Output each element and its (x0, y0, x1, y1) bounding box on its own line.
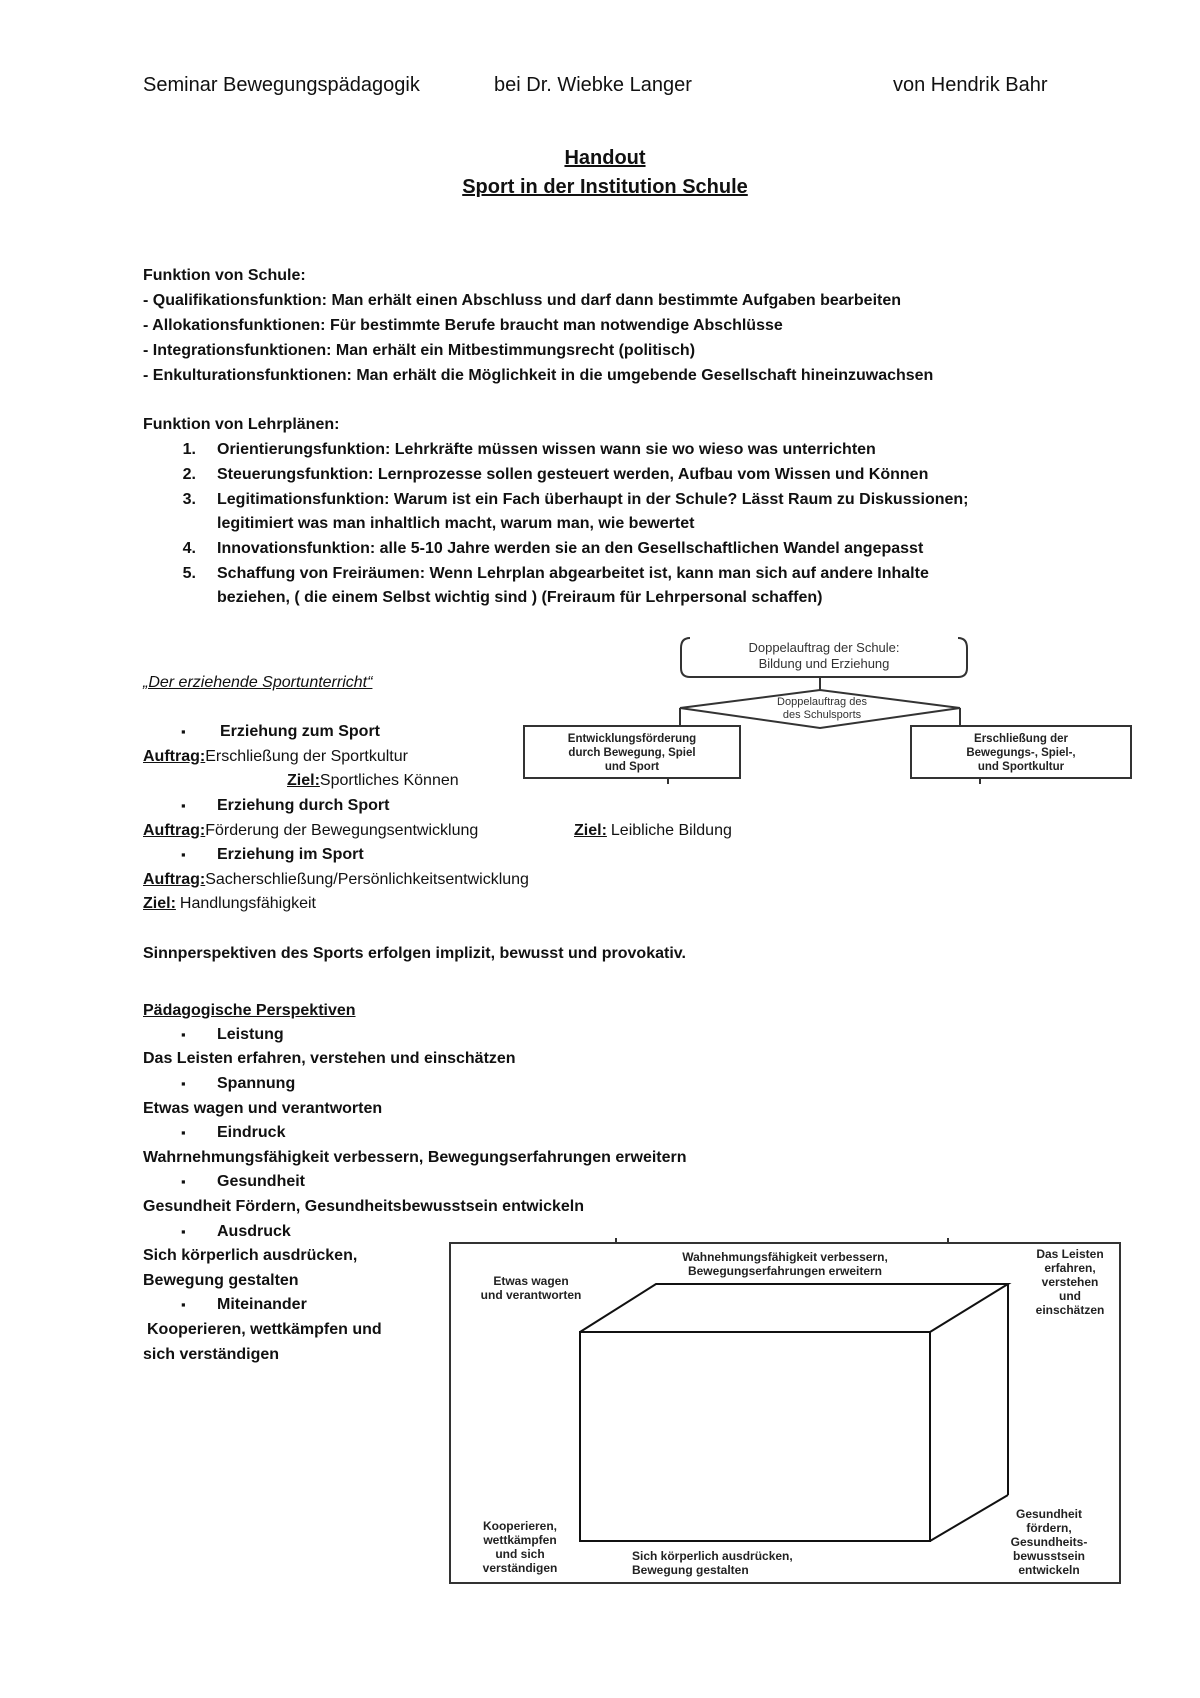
page-title: Handout (564, 147, 646, 169)
cube-right-bottom-label: Gesundheit (1015, 1507, 1083, 1521)
lehrplaene-item: Schaffung von Freiräumen: Wenn Lehrplan abgearbeitet ist, kann man sich auf andere Inhalte (217, 565, 929, 582)
cube-right-top-label: erfahren, (1044, 1261, 1096, 1275)
perspektiven-cube-diagram (444, 1235, 1125, 1589)
ziel-label: Ziel: (287, 772, 320, 789)
ziel-label: Ziel: (143, 895, 176, 912)
cube-right-bottom-label: fördern, (1026, 1521, 1072, 1535)
bullet-icon: ▪ (181, 1076, 186, 1091)
perspektive-text: Gesundheit Fördern, Gesundheitsbewusstsein entwickeln (143, 1198, 584, 1215)
perspektive-text: sich verständigen (143, 1346, 280, 1363)
page-subtitle: Sport in der Institution Schule (462, 176, 748, 198)
cube-right-bottom-label: bewusstsein (1012, 1549, 1086, 1563)
lehrplaene-item: Innovationsfunktion: alle 5-10 Jahre werden sie an den Gesellschaftlichen Wandel angepasst (217, 540, 924, 557)
bullet-icon: ▪ (181, 1224, 186, 1239)
perspektive-text: Etwas wagen und verantworten (143, 1100, 383, 1117)
schule-item: - Integrationsfunktionen: Man erhält ein Mitbestimmungsrecht (politisch) (143, 342, 696, 359)
doppelauftrag-diagram (520, 633, 1136, 785)
schule-item: - Qualifikationsfunktion: Man erhält einen Abschluss und darf dann bestimmte Aufgaben bearbeiten (143, 292, 902, 309)
cube-right-top-label: und (1059, 1289, 1081, 1303)
lehrplaene-heading: Funktion von Lehrplänen: (143, 416, 340, 433)
auftrag-text: Erschließung der Sportkultur (205, 748, 408, 765)
ziel-text: Handlungsfähigkeit (179, 895, 316, 912)
auftrag-text: Förderung der Bewegungsentwicklung (205, 822, 479, 839)
cube-top (580, 1284, 1008, 1332)
schule-item: - Enkulturationsfunktionen: Man erhält die Möglichkeit in die umgebende Gesellschaft hineinzuwachsen (143, 367, 934, 384)
bullet-icon: ▪ (181, 847, 186, 862)
diagram-top-text: Doppelauftrag der Schule: (748, 640, 900, 655)
perspektive-text: Sich körperlich ausdrücken, (143, 1247, 358, 1264)
left-box-text: Entwicklungsförderung (567, 733, 697, 745)
right-box-text: und Sportkultur (977, 761, 1065, 773)
schule-heading: Funktion von Schule: (143, 267, 306, 284)
seminar-title: Seminar Bewegungspädagogik (143, 74, 420, 96)
bullet-icon: ▪ (181, 1125, 186, 1140)
left-box-text: und Sport (604, 761, 660, 773)
ziel-text: Leibliche Bildung (610, 822, 732, 839)
bullet-icon: ▪ (181, 1174, 186, 1189)
list-number: 4. (182, 540, 196, 557)
cube-bottom-label: Sich körperlich ausdrücken, (632, 1549, 793, 1563)
perspektive-gesundheit: Gesundheit (217, 1173, 306, 1190)
left-box-text: durch Bewegung, Spiel (568, 747, 696, 759)
cube-right-top-label: Das Leisten (1036, 1247, 1104, 1261)
perspektive-text: Das Leisten erfahren, verstehen und einschätzen (143, 1050, 516, 1067)
perspektive-text: Kooperieren, wettkämpfen und (147, 1321, 382, 1338)
cube-front (580, 1332, 930, 1541)
cube-top-label: Bewegungserfahrungen erweitern (687, 1264, 883, 1278)
lehrplaene-item: Legitimationsfunktion: Warum ist ein Fach überhaupt in der Schule? Lässt Raum zu Diskussionen; (217, 491, 969, 508)
list-number: 1. (182, 441, 196, 458)
perspektive-text: Bewegung gestalten (143, 1272, 299, 1289)
list-number: 5. (182, 565, 196, 582)
perspektiven-heading: Pädagogische Perspektiven (143, 1002, 356, 1019)
perspektive-text: Wahrnehmungsfähigkeit verbessern, Bewegungserfahrungen erweitern (143, 1149, 687, 1166)
lecturer-name: bei Dr. Wiebke Langer (494, 74, 692, 96)
right-box-text: Erschließung der (974, 733, 1068, 745)
cube-left-bottom-label: Kooperieren, (482, 1519, 558, 1533)
author-name: von Hendrik Bahr (893, 74, 1048, 96)
list-number: 2. (182, 466, 196, 483)
perspektive-eindruck: Eindruck (217, 1124, 286, 1141)
lehrplaene-item-continued: beziehen, ( die einem Selbst wichtig sind ) (Freiraum für Lehrpersonal schaffen) (217, 589, 823, 606)
right-box-text: Bewegungs-, Spiel-, (966, 747, 1076, 759)
cube-left-top-label: Etwas wagen (493, 1274, 569, 1288)
erziehung-im-sport: Erziehung im Sport (217, 846, 364, 863)
perspektive-miteinander: Miteinander (217, 1296, 307, 1313)
bullet-icon: ▪ (181, 1027, 186, 1042)
list-number: 3. (182, 491, 196, 508)
erziehung-zum-sport: Erziehung zum Sport (220, 723, 380, 740)
cube-right-bottom-label: entwickeln (1018, 1563, 1080, 1577)
cube-top-label: Wahnehmungsfähigkeit verbessern, (682, 1250, 888, 1264)
cube-right-bottom-label: Gesundheits- (1010, 1535, 1088, 1549)
perspektive-ausdruck: Ausdruck (217, 1223, 291, 1240)
bullet-icon: ▪ (181, 724, 186, 739)
auftrag-label: Auftrag: (143, 822, 206, 839)
cube-right-top-label: verstehen (1041, 1275, 1099, 1289)
bullet-icon: ▪ (181, 798, 186, 813)
auftrag-label: Auftrag: (143, 871, 206, 888)
cube-left-bottom-label: verständigen (482, 1561, 558, 1575)
perspektive-leistung: Leistung (217, 1026, 284, 1043)
cube-bottom-label: Bewegung gestalten (632, 1563, 749, 1577)
lehrplaene-item-continued: legitimiert was man inhaltlich macht, warum man, wie bewertet (217, 515, 695, 532)
ziel-text: Sportliches Können (319, 772, 459, 789)
erziehung-durch-sport: Erziehung durch Sport (217, 797, 390, 814)
lehrplaene-item: Steuerungsfunktion: Lernprozesse sollen gesteuert werden, Aufbau vom Wissen und Können (217, 466, 929, 483)
ziel-label: Ziel: (574, 822, 607, 839)
cube-right-top-label: einschätzen (1035, 1303, 1105, 1317)
schule-item: - Allokationsfunktionen: Für bestimmte Berufe braucht man notwendige Abschlüsse (143, 317, 783, 334)
lehrplaene-item: Orientierungsfunktion: Lehrkräfte müssen wissen wann sie wo wieso was unterrichten (217, 441, 876, 458)
cube-left-bottom-label: und sich (495, 1547, 545, 1561)
erziehend-heading: „Der erziehende Sportunterricht“ (143, 674, 373, 691)
cube-left-top-label: und verantworten (480, 1288, 582, 1302)
perspektive-spannung: Spannung (217, 1075, 296, 1092)
auftrag-text: Sacherschließung/Persönlichkeitsentwicklung (205, 871, 529, 888)
diamond-text: des Schulsports (782, 709, 862, 721)
auftrag-label: Auftrag: (143, 748, 206, 765)
cube-left-bottom-label: wettkämpfen (483, 1533, 557, 1547)
sinnperspektiven-text: Sinnperspektiven des Sports erfolgen implizit, bewusst und provokativ. (143, 945, 686, 962)
bullet-icon: ▪ (181, 1297, 186, 1312)
diamond-text: Doppelauftrag des (777, 696, 867, 708)
diagram-top-text: Bildung und Erziehung (758, 656, 890, 671)
